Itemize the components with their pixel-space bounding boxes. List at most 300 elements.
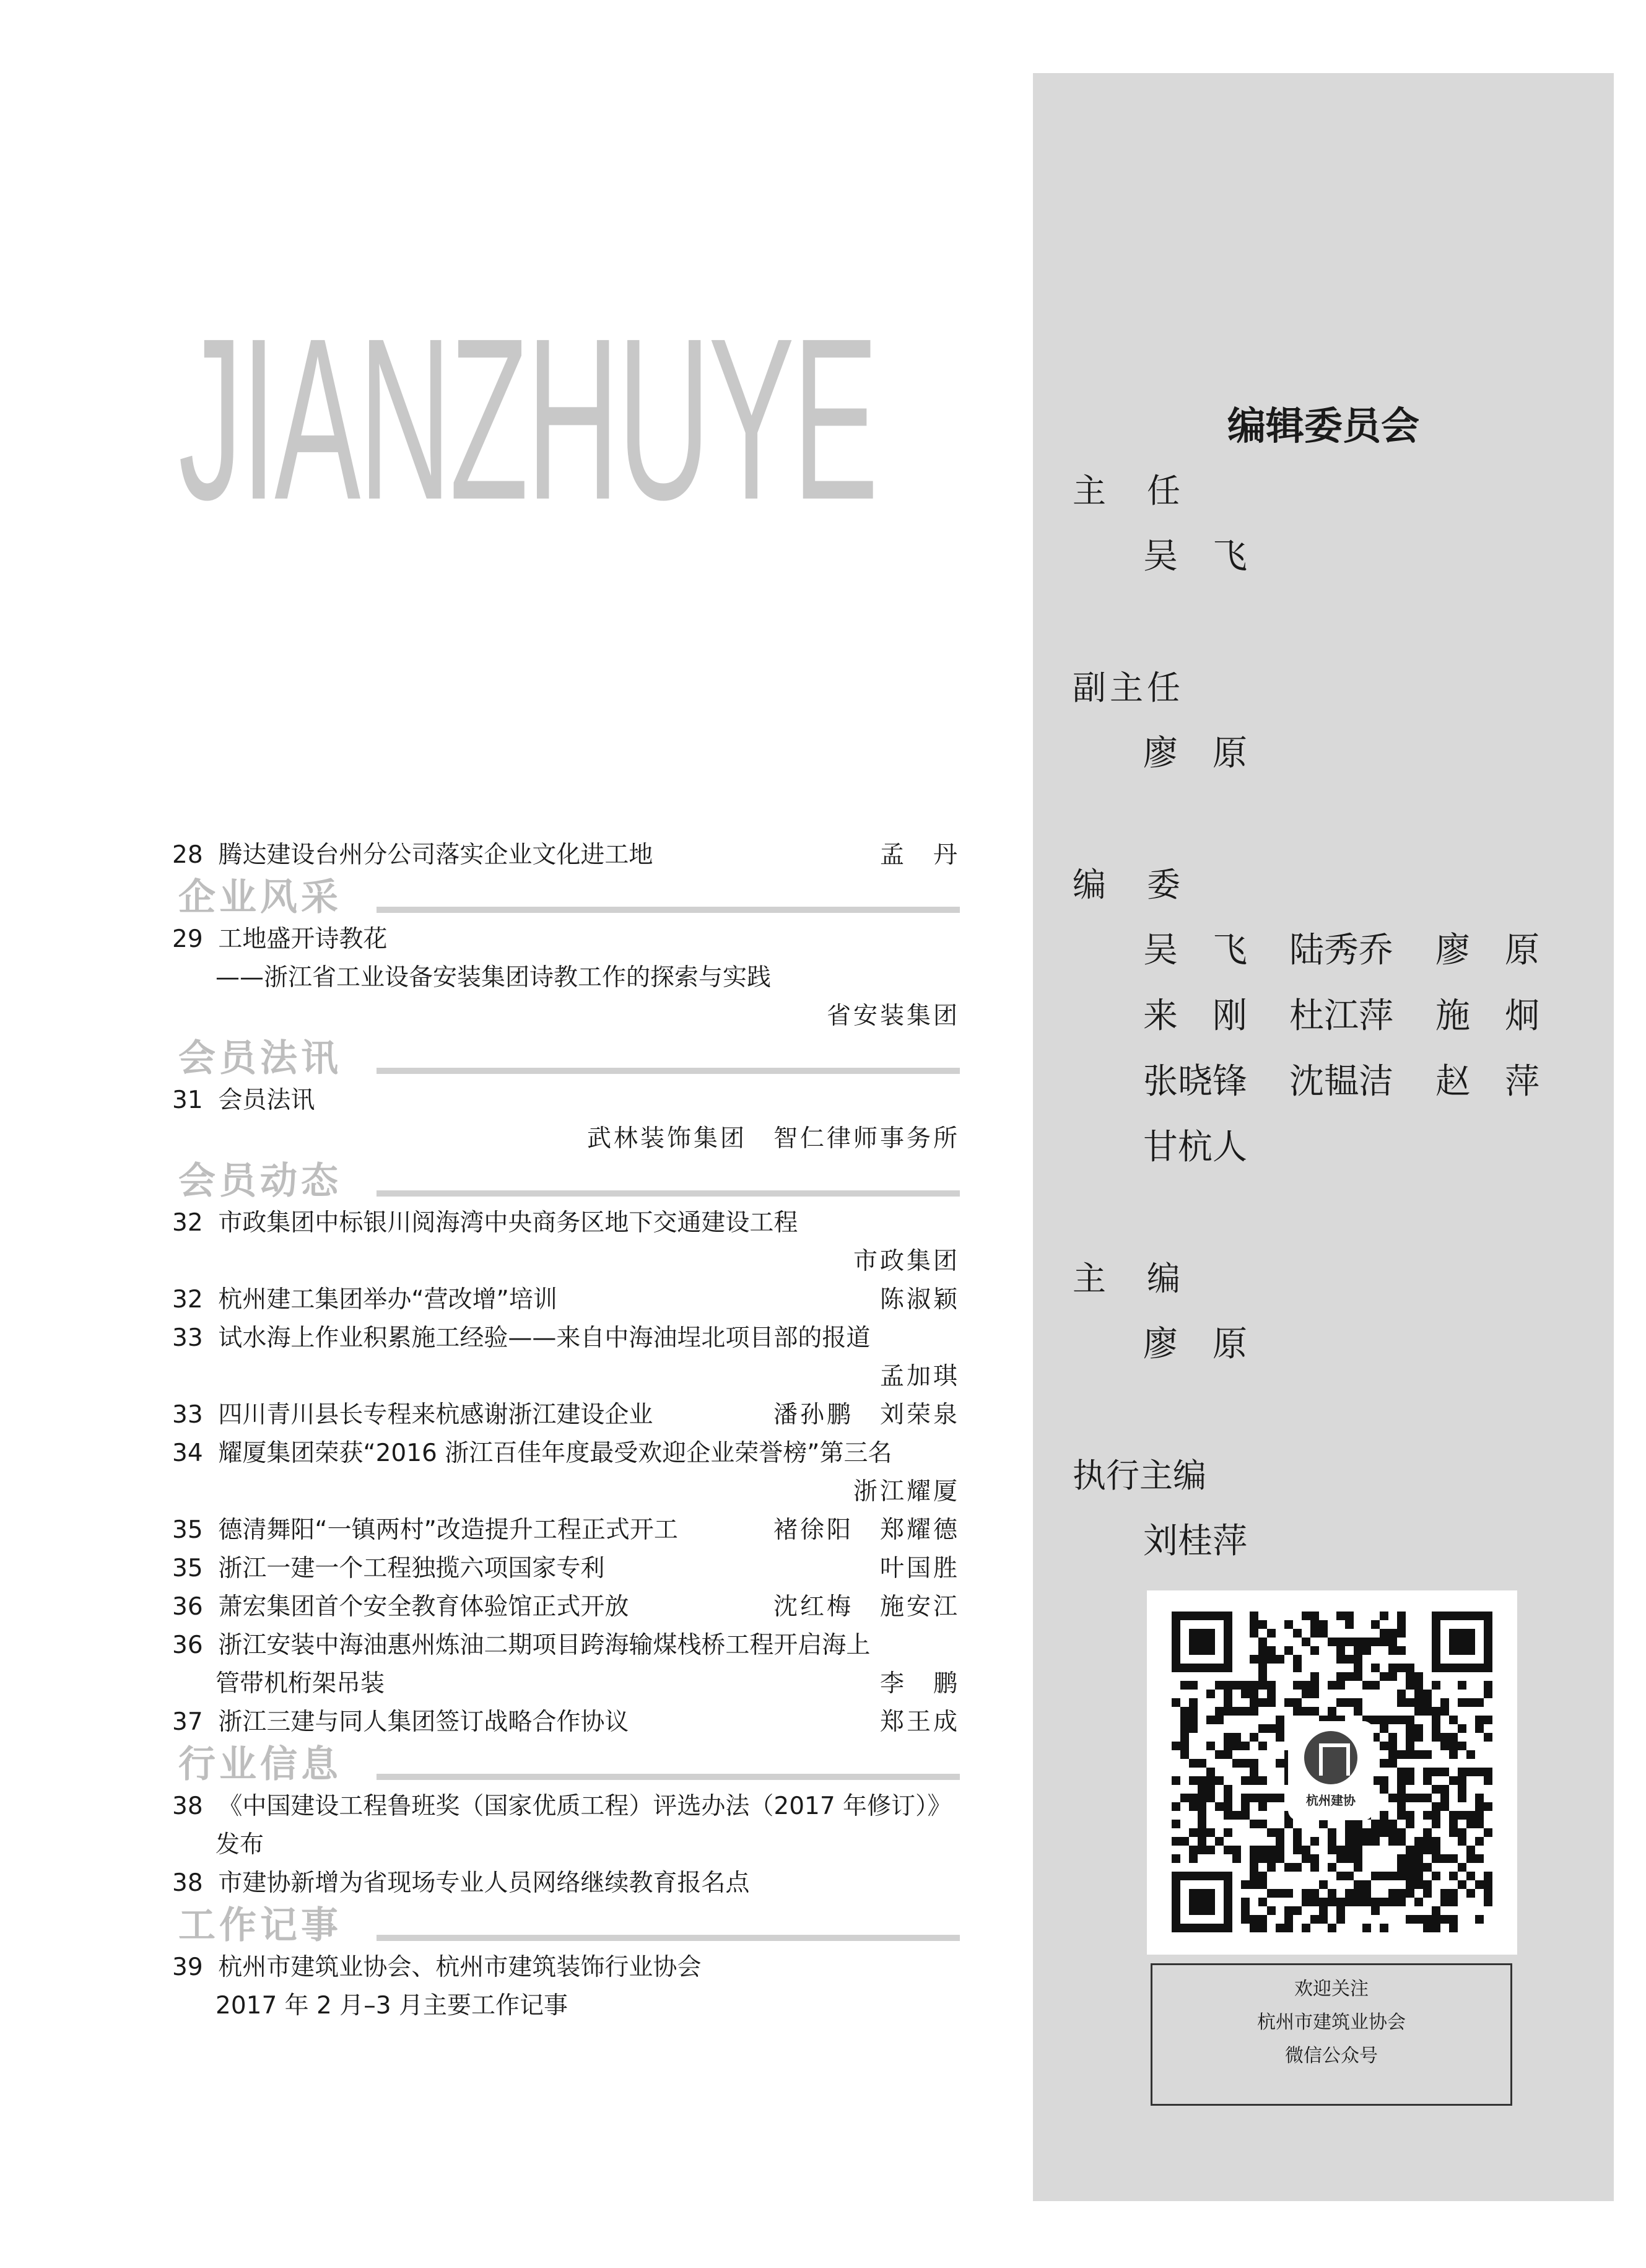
- qr-module: [1432, 1837, 1440, 1846]
- qr-module: [1258, 1924, 1267, 1932]
- qr-module: [1189, 1629, 1215, 1655]
- toc-entry[interactable]: [172, 1396, 960, 1434]
- qr-module: [1198, 1837, 1206, 1846]
- entry-title: 耀厦集团荣获“2016 浙江百佳年度最受欢迎企业荣誉榜”第三名: [218, 1439, 892, 1467]
- section-title: 企业风采: [178, 876, 351, 919]
- qr-module: [1440, 1768, 1449, 1776]
- qr-module: [1310, 1863, 1319, 1872]
- qr-module: [1276, 1828, 1284, 1837]
- qr-module: [1354, 1664, 1362, 1672]
- qr-module: [1215, 1681, 1224, 1690]
- qr-module: [1388, 1898, 1397, 1906]
- qr-module: [1180, 1681, 1189, 1690]
- qr-module: [1189, 1889, 1215, 1915]
- qr-module: [1406, 1664, 1414, 1672]
- qr-module: [1423, 1776, 1432, 1785]
- section-heading: [172, 1159, 960, 1203]
- qr-module: [1267, 1629, 1276, 1638]
- qr-module: [1388, 1837, 1397, 1846]
- qr-module: [1354, 1698, 1362, 1707]
- qr-module: [1423, 1880, 1432, 1889]
- qr-module: [1215, 1776, 1224, 1785]
- qr-module: [1284, 1906, 1293, 1915]
- qr-module: [1397, 1811, 1406, 1820]
- qr-module: [1362, 1716, 1371, 1724]
- toc-entry[interactable]: [172, 920, 960, 959]
- qr-module: [1432, 1872, 1440, 1880]
- section-rule: [377, 907, 960, 913]
- qr-module: [1466, 1854, 1475, 1863]
- qr-module: [1388, 1664, 1397, 1672]
- qr-module: [1414, 1898, 1423, 1906]
- entry-title: 德清舞阳“一镇两村”改造提升工程正式开工: [218, 1516, 678, 1544]
- toc-entry[interactable]: [172, 1281, 960, 1319]
- caption-line: 微信公众号: [1285, 2045, 1378, 2067]
- qr-module: [1302, 1638, 1310, 1646]
- qr-module: [1293, 1828, 1302, 1837]
- qr-module: [1388, 1828, 1397, 1837]
- qr-module: [1354, 1854, 1362, 1863]
- entry-author: 孟加琪: [879, 1363, 960, 1390]
- qr-module: [1458, 1768, 1466, 1776]
- committee-member: 陆秀乔: [1289, 930, 1393, 970]
- qr-module: [1258, 1681, 1267, 1690]
- qr-module: [1414, 1690, 1423, 1698]
- qr-module: [1371, 1820, 1380, 1828]
- qr-module: [1284, 1698, 1293, 1707]
- qr-module: [1371, 1716, 1380, 1724]
- qr-module: [1466, 1872, 1475, 1880]
- qr-module: [1224, 1802, 1232, 1811]
- qr-module: [1354, 1828, 1362, 1837]
- qr-module: [1310, 1620, 1319, 1629]
- qr-module: [1328, 1863, 1336, 1872]
- qr-module: [1432, 1733, 1440, 1742]
- qr-caption: [1151, 1963, 1512, 2106]
- qr-module: [1328, 1924, 1336, 1932]
- qr-module: [1354, 1846, 1362, 1854]
- qr-module: [1258, 1898, 1267, 1906]
- entry-title-cont: 管带机桁架吊装: [216, 1670, 385, 1698]
- qr-module: [1336, 1672, 1345, 1681]
- qr-module: [1345, 1698, 1354, 1707]
- qr-module: [1440, 1802, 1449, 1811]
- section-title: 会员动态: [178, 1159, 351, 1203]
- deputy-name: 廖 原: [1143, 733, 1247, 774]
- section-title: 会员法讯: [178, 1037, 351, 1080]
- qr-module: [1440, 1854, 1449, 1863]
- qr-module: [1215, 1837, 1224, 1846]
- qr-module: [1397, 1802, 1406, 1811]
- qr-module: [1449, 1820, 1458, 1828]
- qr-module: [1449, 1742, 1458, 1750]
- qr-module: [1397, 1854, 1406, 1863]
- qr-module: [1293, 1629, 1302, 1638]
- qr-module: [1215, 1802, 1224, 1811]
- qr-module: [1440, 1794, 1449, 1802]
- toc-entry[interactable]: [172, 1626, 960, 1665]
- qr-module: [1362, 1889, 1371, 1898]
- qr-module: [1406, 1880, 1414, 1889]
- entry-subtitle: ——浙江省工业设备安装集团诗教工作的探索与实践: [216, 964, 772, 992]
- page-number: 38: [172, 1792, 203, 1820]
- toc-entry[interactable]: [172, 1081, 960, 1120]
- qr-module: [1440, 1898, 1449, 1906]
- qr-module: [1224, 1681, 1232, 1690]
- section-heading: [172, 876, 960, 919]
- qr-module: [1172, 1837, 1180, 1846]
- qr-module: [1336, 1898, 1345, 1906]
- qr-module: [1250, 1880, 1258, 1889]
- qr-module: [1380, 1811, 1388, 1820]
- qr-module: [1336, 1854, 1345, 1863]
- committee-member: 施 炯: [1435, 996, 1539, 1036]
- deputy-label: 副主任: [1073, 668, 1184, 707]
- executive-editor-label: 执行主编: [1073, 1456, 1206, 1495]
- qr-module: [1475, 1837, 1484, 1846]
- qr-module: [1250, 1776, 1258, 1785]
- qr-module: [1362, 1828, 1371, 1837]
- qr-module: [1475, 1698, 1484, 1707]
- qr-module: [1397, 1612, 1406, 1620]
- qr-module: [1232, 1759, 1241, 1768]
- qr-module: [1449, 1811, 1458, 1820]
- qr-module: [1397, 1828, 1406, 1837]
- toc-entry[interactable]: [172, 1864, 960, 1903]
- qr-module: [1371, 1906, 1380, 1915]
- qr-module: [1250, 1863, 1258, 1872]
- qr-module: [1475, 1724, 1484, 1733]
- qr-module: [1414, 1733, 1423, 1742]
- qr-module: [1258, 1846, 1267, 1854]
- committee-member: 沈韫洁: [1289, 1062, 1393, 1102]
- qr-module: [1276, 1924, 1284, 1932]
- qr-module: [1397, 1768, 1406, 1776]
- logo-text: 杭州建协: [1306, 1793, 1356, 1808]
- toc-entry[interactable]: [172, 836, 960, 874]
- qr-module: [1310, 1837, 1319, 1846]
- qr-module: [1310, 1889, 1319, 1898]
- qr-module: [1258, 1698, 1267, 1707]
- qr-module: [1371, 1828, 1380, 1837]
- qr-module: [1310, 1690, 1319, 1698]
- entry-author: 褚徐阳 郑耀德: [773, 1516, 960, 1544]
- qr-module: [1380, 1785, 1388, 1794]
- qr-module: [1466, 1768, 1475, 1776]
- qr-module: [1432, 1854, 1440, 1863]
- qr-module: [1423, 1707, 1432, 1716]
- entry-author: 沈红梅 施安江: [773, 1593, 960, 1621]
- section-rule: [377, 1068, 960, 1074]
- qr-module: [1302, 1612, 1310, 1620]
- toc-entry[interactable]: [172, 1319, 960, 1358]
- qr-module: [1302, 1681, 1310, 1690]
- qr-module: [1423, 1811, 1432, 1820]
- qr-module: [1354, 1707, 1362, 1716]
- qr-module: [1224, 1785, 1232, 1794]
- qr-module: [1423, 1690, 1432, 1698]
- entry-title: 四川青川县长专程来杭感谢浙江建设企业: [218, 1401, 653, 1429]
- chief-editor-name: 廖 原: [1143, 1324, 1247, 1364]
- qr-module: [1224, 1742, 1232, 1750]
- qr-module: [1336, 1872, 1345, 1880]
- qr-module: [1180, 1750, 1189, 1759]
- qr-module: [1371, 1898, 1380, 1906]
- qr-module: [1328, 1828, 1336, 1837]
- qr-module: [1432, 1846, 1440, 1854]
- qr-module: [1276, 1655, 1284, 1664]
- qr-module: [1432, 1802, 1440, 1811]
- logo-mark-icon: [1304, 1731, 1357, 1784]
- qr-module: [1484, 1898, 1492, 1906]
- qr-module: [1258, 1620, 1267, 1629]
- entry-author: 市政集团: [853, 1247, 960, 1275]
- toc-entry[interactable]: [172, 1588, 960, 1626]
- qr-module: [1440, 1733, 1449, 1742]
- qr-module: [1475, 1880, 1484, 1889]
- qr-module: [1345, 1612, 1354, 1620]
- qr-module: [1388, 1716, 1397, 1724]
- qr-module: [1198, 1794, 1206, 1802]
- qr-module: [1397, 1698, 1406, 1707]
- qr-module: [1250, 1681, 1258, 1690]
- entry-title: 试水海上作业积累施工经验——来自中海油埕北项目部的报道: [218, 1324, 871, 1352]
- director-label: 主 任: [1073, 471, 1184, 510]
- qr-module: [1475, 1716, 1484, 1724]
- entry-title: 《中国建设工程鲁班奖（国家优质工程）评选办法（2017 年修订）》: [218, 1792, 952, 1820]
- toc-entry[interactable]: [172, 1948, 960, 1987]
- qr-module: [1250, 1915, 1258, 1924]
- qr-module: [1258, 1794, 1267, 1802]
- entry-author: 潘孙鹏 刘荣泉: [773, 1401, 960, 1429]
- qr-module: [1397, 1690, 1406, 1698]
- toc-entry[interactable]: [172, 1434, 960, 1473]
- qr-module: [1423, 1846, 1432, 1854]
- qr-module: [1310, 1646, 1319, 1655]
- qr-module: [1380, 1742, 1388, 1750]
- qr-module: [1371, 1638, 1380, 1646]
- qr-module: [1180, 1794, 1189, 1802]
- qr-module: [1484, 1768, 1492, 1776]
- page-number: 36: [172, 1593, 203, 1621]
- qr-module: [1475, 1768, 1484, 1776]
- qr-module: [1397, 1872, 1406, 1880]
- qr-module: [1293, 1655, 1302, 1664]
- qr-module: [1276, 1854, 1284, 1863]
- toc-entry[interactable]: [172, 1204, 960, 1242]
- qr-module: [1406, 1742, 1414, 1750]
- qr-module: [1293, 1664, 1302, 1672]
- qr-module: [1250, 1759, 1258, 1768]
- qr-module: [1432, 1707, 1440, 1716]
- qr-module: [1466, 1811, 1475, 1820]
- qr-module: [1380, 1724, 1388, 1733]
- qr-module: [1250, 1872, 1258, 1880]
- qr-module: [1414, 1880, 1423, 1889]
- qr-module: [1319, 1906, 1328, 1915]
- qr-module: [1250, 1733, 1258, 1742]
- qr-module: [1180, 1837, 1189, 1846]
- qr-module: [1354, 1837, 1362, 1846]
- qr-module: [1258, 1872, 1267, 1880]
- qr-module: [1388, 1820, 1397, 1828]
- qr-module: [1362, 1837, 1371, 1846]
- qr-module: [1224, 1707, 1232, 1716]
- qr-module: [1449, 1872, 1458, 1880]
- qr-module: [1449, 1733, 1458, 1742]
- chief-editor-label: 主 编: [1073, 1259, 1184, 1298]
- qr-module: [1397, 1629, 1406, 1638]
- qr-module: [1198, 1828, 1206, 1837]
- qr-module: [1423, 1768, 1432, 1776]
- entry-author: 郑王成: [879, 1708, 960, 1736]
- qr-module: [1172, 1698, 1180, 1707]
- qr-module: [1371, 1776, 1380, 1785]
- qr-module: [1345, 1820, 1354, 1828]
- page-number: 32: [172, 1286, 203, 1314]
- qr-module: [1388, 1646, 1397, 1655]
- qr-module: [1189, 1707, 1198, 1716]
- wechat-qr-code[interactable]: [1147, 1590, 1517, 1955]
- qr-module: [1371, 1733, 1380, 1742]
- qr-module: [1302, 1707, 1310, 1716]
- qr-module: [1484, 1880, 1492, 1889]
- qr-module: [1232, 1707, 1241, 1716]
- qr-module: [1371, 1872, 1380, 1880]
- qr-module: [1232, 1733, 1241, 1742]
- qr-module: [1198, 1820, 1206, 1828]
- qr-module: [1397, 1620, 1406, 1629]
- qr-module: [1258, 1638, 1267, 1646]
- qr-module: [1458, 1698, 1466, 1707]
- qr-module: [1215, 1750, 1224, 1759]
- qr-module: [1250, 1690, 1258, 1698]
- entry-title-cont: 发布: [216, 1831, 264, 1859]
- qr-module: [1423, 1837, 1432, 1846]
- committee-member: 廖 原: [1435, 930, 1539, 970]
- qr-module: [1345, 1828, 1354, 1837]
- page-number: 33: [172, 1401, 203, 1429]
- qr-module: [1258, 1655, 1267, 1664]
- qr-module: [1475, 1820, 1484, 1828]
- qr-module: [1250, 1655, 1258, 1664]
- page-number: 29: [172, 925, 203, 953]
- qr-module: [1388, 1672, 1397, 1681]
- page-number: 35: [172, 1516, 203, 1544]
- qr-module: [1189, 1698, 1198, 1707]
- qr-module: [1241, 1915, 1250, 1924]
- toc-entry[interactable]: [172, 1511, 960, 1550]
- entry-author: 武林装饰集团 智仁律师事务所: [586, 1125, 960, 1153]
- qr-module: [1414, 1681, 1423, 1690]
- toc-entry[interactable]: [172, 1550, 960, 1588]
- page-number: 33: [172, 1324, 203, 1352]
- qr-module: [1371, 1664, 1380, 1672]
- qr-module: [1475, 1915, 1484, 1924]
- qr-module: [1440, 1889, 1449, 1898]
- qr-module: [1388, 1889, 1397, 1898]
- qr-module: [1319, 1620, 1328, 1629]
- qr-module: [1206, 1768, 1215, 1776]
- qr-module: [1397, 1794, 1406, 1802]
- committee-member: 赵 萍: [1435, 1062, 1539, 1102]
- qr-module: [1267, 1724, 1276, 1733]
- qr-module: [1258, 1776, 1267, 1785]
- qr-module: [1180, 1724, 1189, 1733]
- section-rule: [377, 1935, 960, 1941]
- qr-module: [1484, 1889, 1492, 1898]
- qr-module: [1484, 1802, 1492, 1811]
- page-number: 28: [172, 841, 203, 869]
- qr-module: [1250, 1820, 1258, 1828]
- page-number: 31: [172, 1086, 203, 1114]
- qr-module: [1302, 1854, 1310, 1863]
- qr-module: [1380, 1828, 1388, 1837]
- qr-module: [1198, 1759, 1206, 1768]
- qr-module: [1276, 1724, 1284, 1733]
- qr-module: [1414, 1915, 1423, 1924]
- qr-module: [1397, 1750, 1406, 1759]
- qr-module: [1189, 1724, 1198, 1733]
- entry-title: 会员法讯: [218, 1086, 315, 1114]
- page-number: 38: [172, 1869, 203, 1897]
- qr-module: [1328, 1716, 1336, 1724]
- qr-module: [1432, 1924, 1440, 1932]
- qr-module: [1319, 1915, 1328, 1924]
- qr-module: [1458, 1794, 1466, 1802]
- qr-module: [1458, 1681, 1466, 1690]
- qr-module: [1189, 1759, 1198, 1768]
- qr-module: [1250, 1707, 1258, 1716]
- qr-module: [1406, 1716, 1414, 1724]
- qr-module: [1206, 1776, 1215, 1785]
- toc-entry[interactable]: [172, 1787, 960, 1826]
- qr-module: [1336, 1681, 1345, 1690]
- qr-module: [1189, 1846, 1198, 1854]
- entry-title: 市政集团中标银川阅海湾中央商务区地下交通建设工程: [218, 1209, 798, 1237]
- qr-module: [1458, 1828, 1466, 1837]
- qr-module: [1388, 1638, 1397, 1646]
- qr-module: [1224, 1811, 1232, 1820]
- qr-module: [1371, 1681, 1380, 1690]
- section-rule: [377, 1774, 960, 1780]
- qr-module: [1172, 1802, 1180, 1811]
- qr-module: [1380, 1759, 1388, 1768]
- qr-module: [1189, 1854, 1198, 1863]
- qr-module: [1423, 1794, 1432, 1802]
- qr-module: [1475, 1802, 1484, 1811]
- qr-module: [1267, 1655, 1276, 1664]
- qr-module: [1354, 1638, 1362, 1646]
- qr-module: [1310, 1681, 1319, 1690]
- qr-module: [1440, 1707, 1449, 1716]
- qr-module: [1241, 1690, 1250, 1698]
- qr-module: [1293, 1707, 1302, 1716]
- committee-member: 张晓锋: [1143, 1062, 1247, 1102]
- qr-module: [1397, 1776, 1406, 1785]
- executive-editor-name: 刘桂萍: [1143, 1521, 1247, 1561]
- qr-module: [1362, 1646, 1371, 1655]
- qr-module: [1466, 1750, 1475, 1759]
- qr-module: [1458, 1785, 1466, 1794]
- qr-module: [1293, 1837, 1302, 1846]
- qr-module: [1241, 1898, 1250, 1906]
- qr-module: [1180, 1716, 1189, 1724]
- qr-module: [1423, 1889, 1432, 1898]
- section-heading: [172, 1904, 960, 1947]
- toc-entry[interactable]: [172, 1703, 960, 1742]
- qr-module: [1189, 1776, 1198, 1785]
